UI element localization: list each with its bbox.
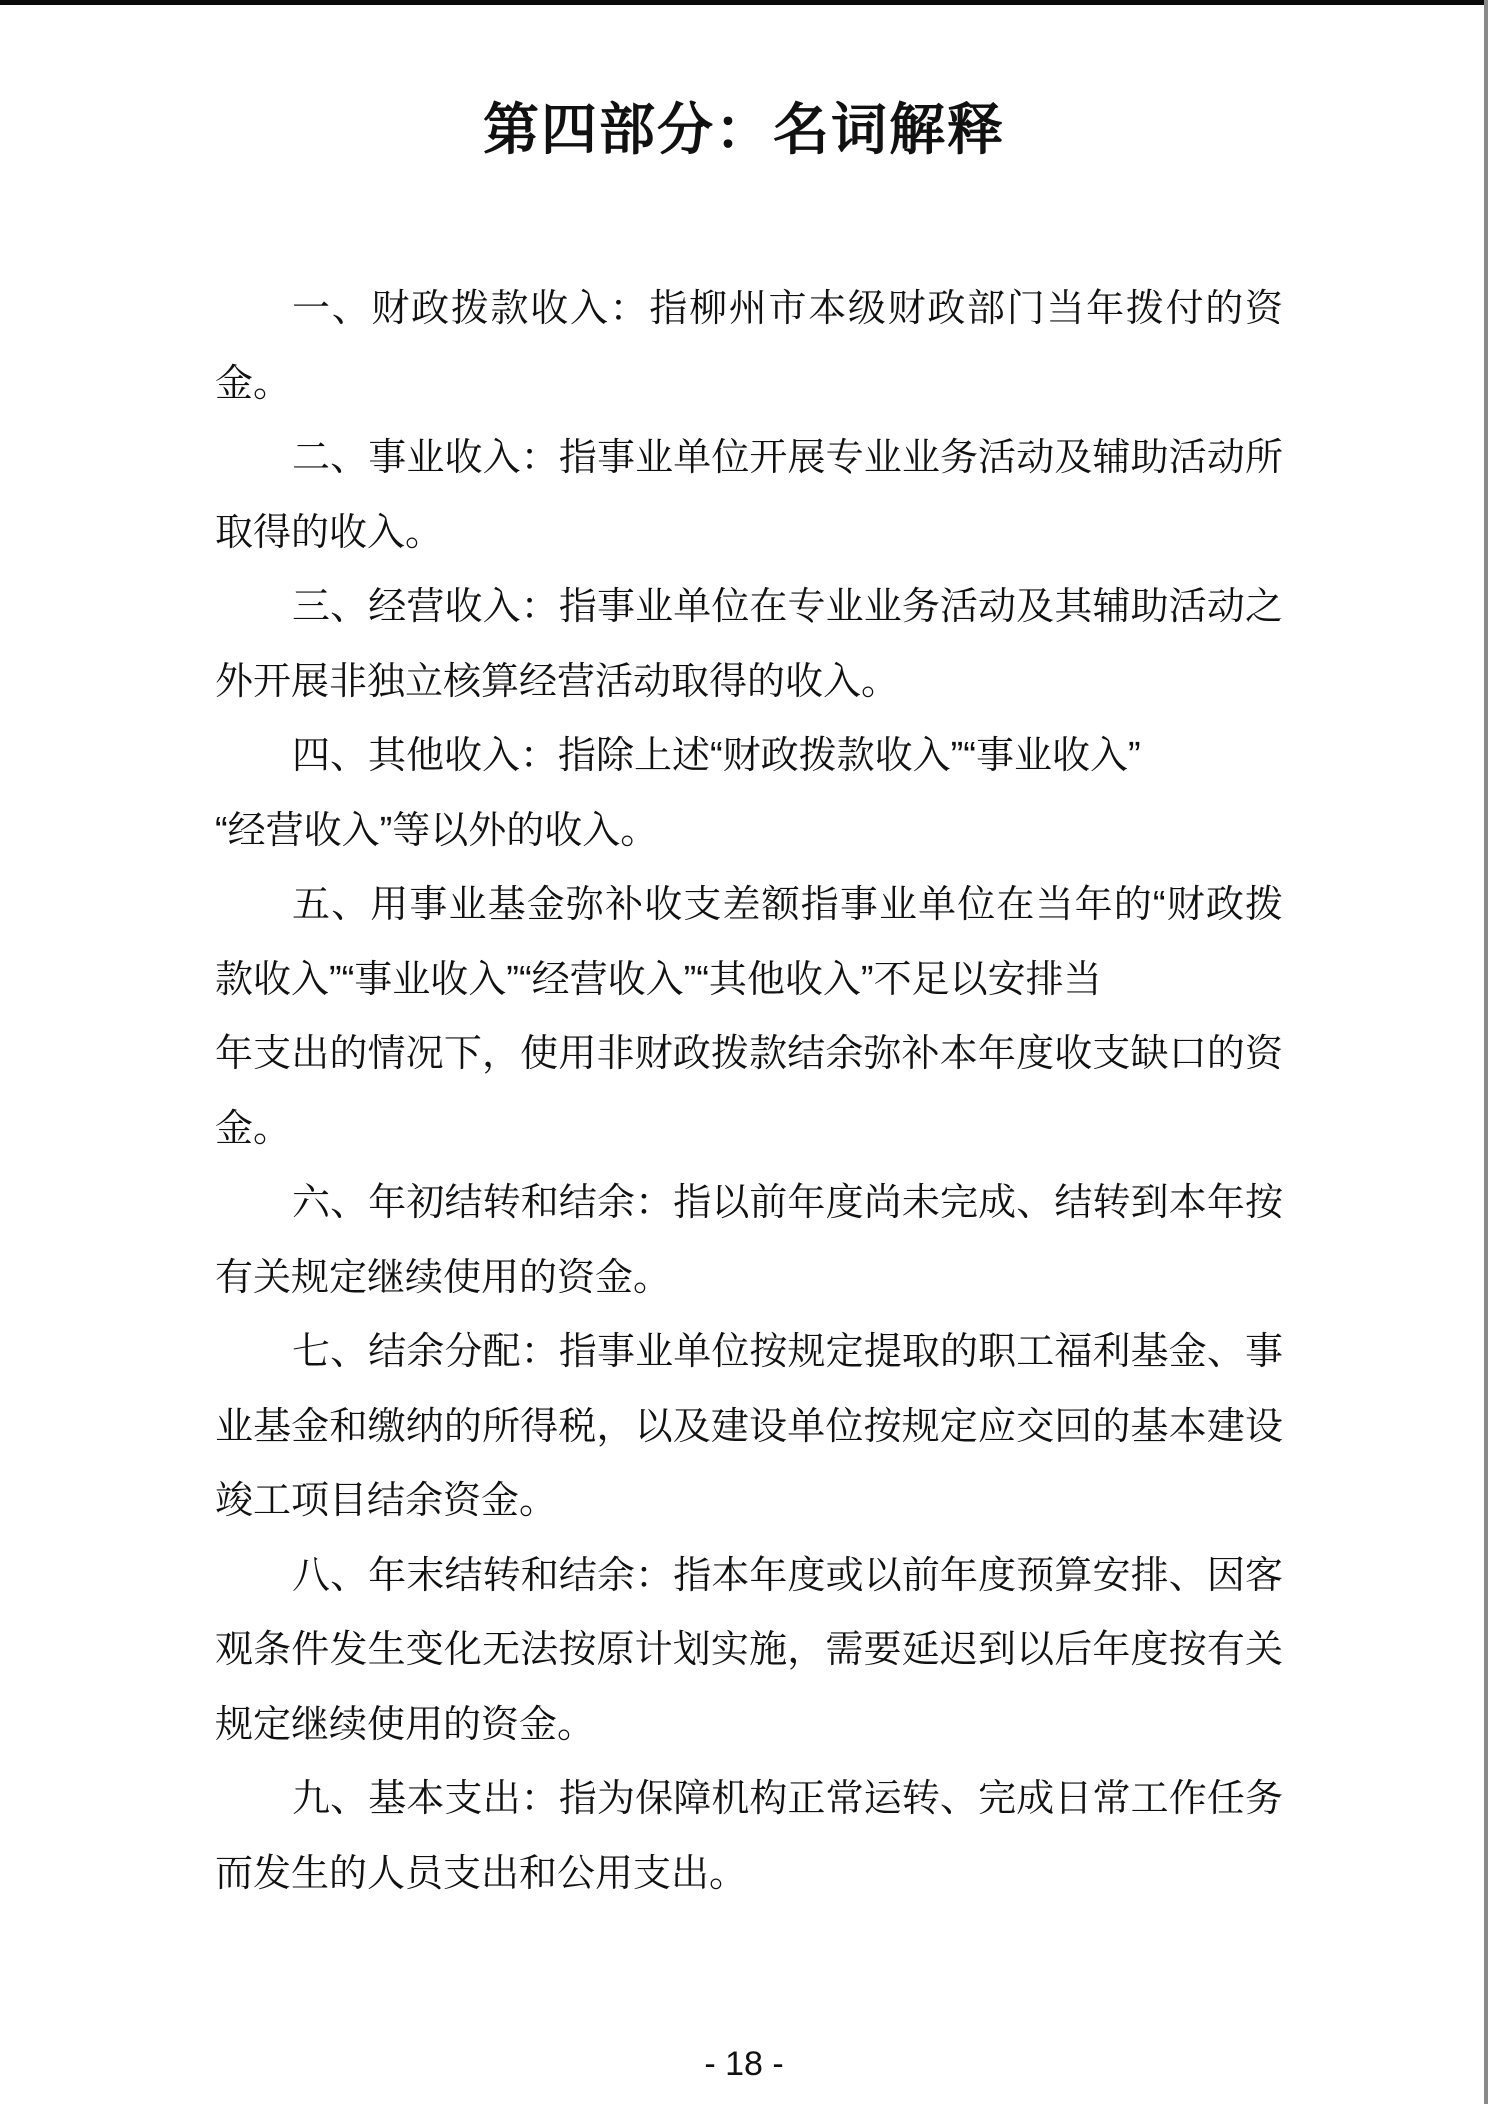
body-line: 七、结余分配：指事业单位按规定提取的职工福利基金、事 [292,1331,1283,1373]
body-line: 八、年末结转和结余：指本年度或以前年度预算安排、因客 [292,1554,1283,1597]
paragraph [215,1762,1283,1911]
body-line: “经营收入”等以外的收入。 [215,809,659,852]
body-line: 二、事业收入：指事业单位开展专业业务活动及辅助活动所 [292,437,1283,479]
body-line: 业基金和缴纳的所得税，以及建设单位按规定应交回的基本建设 [215,1405,1283,1448]
scan-border-top [0,0,1488,5]
body-line: 一、财政拨款收入：指柳州市本级财政部门当年拨付的资 [292,288,1283,330]
body-line: 六、年初结转和结余：指以前年度尚未完成、结转到本年按 [292,1182,1283,1224]
body-line: 三、经营收入：指事业单位在专业业务活动及其辅助活动之 [292,586,1283,628]
paragraph [215,1539,1283,1763]
body-line: 五、用事业基金弥补收支差额指事业单位在当年的“财政拨 [292,884,1283,926]
body-line: 有关规定继续使用的资金。 [215,1256,672,1299]
paragraph [215,272,1283,421]
paragraph [215,719,1283,868]
body-line: 款收入”“事业收入”“经营收入”“其他收入”不足以安排当 [215,958,1102,1001]
paragraph [215,1166,1283,1315]
paragraph [215,868,1283,1166]
body-line: 金。 [215,362,292,405]
body-line: 四、其他收入：指除上述“财政拨款收入”“事业收入” [292,735,1141,777]
body-line: 规定继续使用的资金。 [215,1703,596,1746]
body-line: 年支出的情况下，使用非财政拨款结余弥补本年度收支缺口的资 [215,1033,1283,1075]
body-line: 九、基本支出：指为保障机构正常运转、完成日常工作任务 [292,1778,1283,1820]
paragraph [215,1315,1283,1539]
body-line: 外开展非独立核算经营活动取得的收入。 [215,660,900,703]
body-line: 而发生的人员支出和公用支出。 [215,1852,748,1895]
scan-border-right [1484,0,1488,2104]
page-title: 第四部分：名词解释 [483,98,1005,161]
body-line: 竣工项目结余资金。 [215,1480,558,1522]
body-line: 取得的收入。 [215,511,444,554]
paragraph [215,421,1283,570]
document-body [215,272,1283,1911]
body-line: 观条件发生变化无法按原计划实施，需要延迟到以后年度按有关 [215,1629,1283,1671]
paragraph [215,570,1283,719]
page-number: - 18 - [704,2045,784,2083]
body-line: 金。 [215,1107,292,1150]
